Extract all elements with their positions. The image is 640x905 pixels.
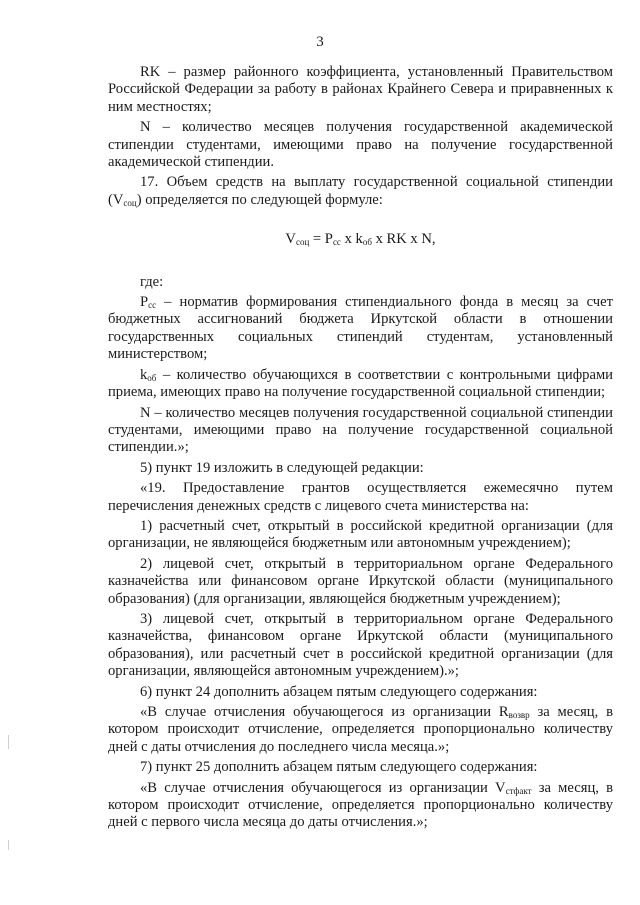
text-run: «В случае отчисления обучающегося из организации V xyxy=(140,779,506,796)
text-run: за месяц, в котором происходит отчисление, определяется пропорционально количеству дней с даты отчисления до последнего числа месяца.»; xyxy=(108,704,613,755)
paragraph-rk-definition xyxy=(108,64,613,116)
text-run: N – количество месяцев получения государственной социальной стипендии студентами, имеющими право на получение государственной социальной стипендии.»; xyxy=(108,404,613,456)
subscript: об xyxy=(147,372,157,383)
subscript: возвр xyxy=(508,710,530,720)
text-run: – размер районного коэффициента, установленный Правительством Российской Федерации за работу в районах Крайнего Севера и приравненных к ним местностях; xyxy=(108,64,613,115)
text-run: k xyxy=(140,366,148,383)
text-run: 1) расчетный счет, открытый в российской кредитной организации (для организации, не являющейся бюджетным или автономным учреждением); xyxy=(108,517,613,552)
paragraph-n-social xyxy=(108,405,613,457)
text-run: V xyxy=(285,231,296,248)
paragraph-n-academic xyxy=(108,119,613,171)
text-run: 2) лицевой счет, открытый в территориальном органе Федерального казначейства или финансовом органе Иркутской области (муниципального образования) (для организации, являющейся бюджетным учреждением); xyxy=(108,555,613,607)
text-run: – норматив формирования стипендиального фонда в месяц за счет бюджетных ассигнований бюджета Иркутской области в отношении государственных социальных стипендий студентам, установленный министерством; xyxy=(108,294,613,363)
text-run: 6) пункт 24 дополнить абзацем пятым следующего содержания: xyxy=(140,683,538,700)
scan-margin-mark xyxy=(8,840,9,850)
text-run: x RK x N, xyxy=(371,231,436,248)
paragraph-17 xyxy=(108,174,613,209)
text-run: RK xyxy=(140,64,161,80)
subscript: сс xyxy=(148,300,157,311)
paragraph-kob-definition xyxy=(108,367,613,402)
paragraph-item-5 xyxy=(108,460,613,477)
paragraph-19-2 xyxy=(108,556,613,608)
text-run: 17. Объем средств на выплату государственной социальной стипендии (V xyxy=(108,174,613,208)
paragraph-item-7-text xyxy=(108,780,613,832)
formula xyxy=(108,231,613,248)
scan-margin-mark xyxy=(8,735,9,749)
paragraph-where: где: xyxy=(140,273,164,290)
subscript: об xyxy=(362,237,372,248)
subscript: соц xyxy=(123,197,137,208)
text-run: 3) лицевой счет, открытый в территориальном органе Федерального казначейства, финансовом органе Иркутской области (муниципального образования), или расчетный счет в российской кредитной организации (для организации, являющейся автономным учреждением).»; xyxy=(108,610,613,680)
text-run: за месяц, в котором происходит отчисление, определяется пропорционально количеству дней с первого числа месяца до даты отчисления.»; xyxy=(108,779,613,831)
subscript: сс xyxy=(332,237,341,248)
text-run: P xyxy=(140,294,149,311)
paragraph-item-7 xyxy=(108,759,613,776)
subscript: стфакт xyxy=(505,785,532,796)
paragraph-item-6 xyxy=(108,684,613,701)
text-run: N – количество месяцев получения государственной академической стипендии студентами, имеющими право на получение государственной академической стипендии. xyxy=(108,119,613,171)
paragraph-19-3 xyxy=(108,611,613,681)
text-run: = P xyxy=(309,231,333,248)
paragraph-pcc-definition xyxy=(108,294,613,364)
paragraph-item-6-text xyxy=(108,704,613,756)
paragraph-19-1 xyxy=(108,518,613,553)
text-run: «В случае отчисления обучающегося из организации R xyxy=(140,704,509,720)
text-run: 5) пункт 19 изложить в следующей редакции: xyxy=(140,459,424,476)
document-body xyxy=(108,64,613,832)
text-run: 7) пункт 25 дополнить абзацем пятым следующего содержания: xyxy=(140,759,538,776)
text-run: ) определяется по следующей формуле: xyxy=(136,191,383,208)
text-run: «19. Предоставление грантов осуществляется ежемесячно путем перечисления денежных средств с лицевого счета министерства на: xyxy=(108,480,613,514)
paragraph-19 xyxy=(108,480,613,515)
subscript: соц xyxy=(295,237,310,248)
page-number: 3 xyxy=(316,34,324,50)
text-run: x k xyxy=(340,231,363,248)
text-run: – количество обучающихся в соответствии с контрольными цифрами приема, имеющих право на получение государственной социальной стипендии; xyxy=(108,366,613,401)
